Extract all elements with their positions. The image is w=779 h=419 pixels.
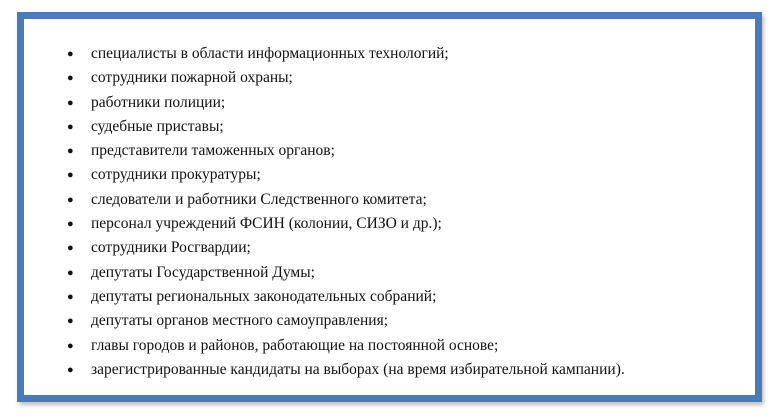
list-item-text: специалисты в области информационных технологий; bbox=[91, 45, 449, 62]
bullet-icon: ● bbox=[67, 242, 74, 255]
bullet-icon: ● bbox=[67, 363, 74, 376]
list-item-text: главы городов и районов, работающие на постоянной основе; bbox=[91, 336, 499, 354]
bullet-icon: ● bbox=[67, 169, 74, 182]
bullet-icon: ● bbox=[67, 145, 74, 158]
bullet-icon: ● bbox=[67, 290, 74, 303]
list-item-text: сотрудники прокуратуры; bbox=[91, 166, 261, 184]
list-item-text: сотрудники Росгвардии; bbox=[91, 239, 251, 257]
list-item-text: депутаты Государственной Думы; bbox=[91, 263, 315, 281]
bullet-icon: ● bbox=[67, 72, 74, 85]
bullet-icon: ● bbox=[67, 266, 74, 279]
bullet-icon: ● bbox=[67, 120, 74, 133]
list-item-text: депутаты органов местного самоуправления; bbox=[91, 312, 389, 330]
list-item-text: зарегистрированные кандидаты на выборах (на время избирательной кампании). bbox=[91, 360, 625, 378]
bullet-icon: ● bbox=[67, 193, 74, 206]
bullet-icon: ● bbox=[67, 96, 74, 109]
list-item-text: депутаты региональных законодательных собраний; bbox=[91, 287, 437, 305]
bordered-text-box bbox=[17, 12, 762, 402]
bullet-icon: ● bbox=[67, 48, 74, 60]
bullet-icon: ● bbox=[67, 218, 74, 231]
bullet-icon: ● bbox=[67, 339, 74, 352]
list-item-text: персонал учреждений ФСИН (колонии, СИЗО и др.); bbox=[91, 215, 442, 233]
list-item-text: работники полиции; bbox=[91, 93, 226, 111]
bullet-icon: ● bbox=[67, 315, 74, 328]
list-item-text: сотрудники пожарной охраны; bbox=[91, 69, 293, 87]
list-item-text: судебные приставы; bbox=[91, 117, 224, 135]
list-item-text: представители таможенных органов; bbox=[91, 142, 335, 160]
list-item-text: следователи и работники Следственного комитета; bbox=[91, 190, 427, 208]
